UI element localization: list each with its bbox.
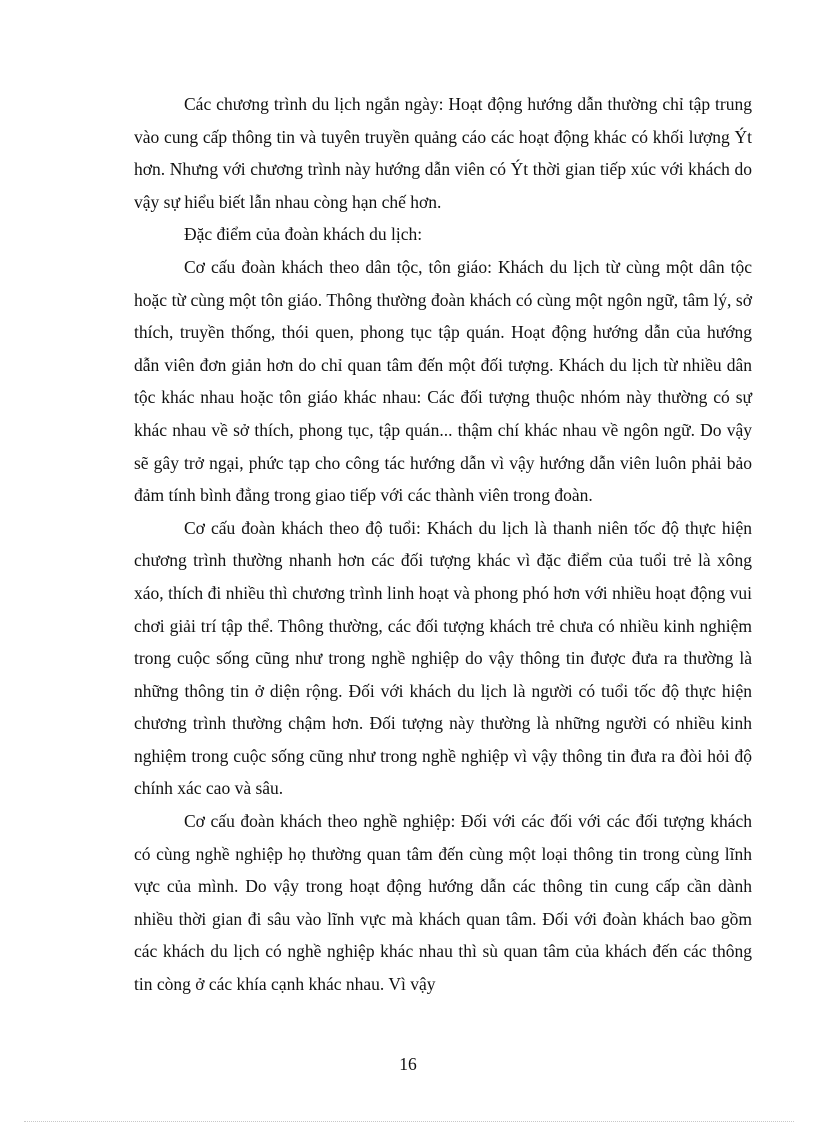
paragraph-age: Cơ cấu đoàn khách theo độ tuổi: Khách du lịch là thanh niên tốc độ thực hiện chương trình thường nhanh hơn các đối tượng khác vì đặc điểm của tuổi trẻ là xông xáo, thích đi nhiều thì chương trình linh hoạt và phong phó hơn với nhiều hoạt động vui chơi giải trí tập thể. Thông thường, các đối tượng khách trẻ chưa có nhiều kinh nghiệm trong cuộc sống cũng như trong nghề nghiệp do vậy thông tin được đưa ra thường là những thông tin ở diện rộng. Đối với khách du lịch là người có tuổi tốc độ thực hiện chương trình thường chậm hơn. Đối tượng này thường là những người có nhiều kinh nghiệm trong cuộc sống cũng như trong nghề nghiệp vì vậy thông tin đưa ra đòi hỏi độ chính xác cao và sâu. bbox=[134, 517, 752, 799]
paragraph-group-characteristics-heading: Đặc điểm của đoàn khách du lịch: bbox=[184, 224, 423, 245]
paragraph-ethnicity-religion: Cơ cấu đoàn khách theo dân tộc, tôn giáo: Khách du lịch từ cùng một dân tộc hoặc từ cùng một tôn giáo. Thông thường đoàn khách có cùng một ngôn ngữ, tâm lý, sở thích, truyền thống, thói quen, phong tục tập quán. Hoạt động hướng dẫn của hướng dẫn viên đơn giản hơn do chỉ quan tâm đến một đối tượng. Khách du lịch từ nhiều dân tộc khác nhau hoặc tôn giáo khác nhau: Các đối tượng thuộc nhóm này thường có sự khác nhau về sở thích, phong tục, tập quán... thậm chí khác nhau về ngôn ngữ. Do vậy sẽ gây trở ngại, phức tạp cho công tác hướng dẫn vì vậy hướng dẫn viên luôn phải bảo đảm tính bình đẳng trong giao tiếp với các thành viên trong đoàn. bbox=[134, 256, 752, 506]
page-number: 16 bbox=[399, 1054, 417, 1074]
paragraph-short-tours: Các chương trình du lịch ngắn ngày: Hoạt động hướng dẫn thường chỉ tập trung vào cung cấp thông tin và tuyên truyền quảng cáo các hoạt động khác có khối lượng Ýt hơn. Nhưng với chương trình này hướng dẫn viên có Ýt thời gian tiếp xúc với khách do vậy sự hiểu biết lẫn nhau còng hạn chế hơn. bbox=[134, 94, 752, 212]
body-text bbox=[134, 88, 752, 1001]
paragraph-occupation: Cơ cấu đoàn khách theo nghề nghiệp: Đối với các đối với các đối tượng khách có cùng nghề nghiệp họ thường quan tâm đến cùng một loại thông tin trong cùng lĩnh vực của mình. Do vậy trong hoạt động hướng dẫn các thông tin cung cấp cần dành nhiều thời gian đi sâu vào lĩnh vực mà khách quan tâm. Đối với đoàn khách bao gồm các khách du lịch có nghề nghiệp khác nhau thì sù quan tâm của khách đến các thông tin còng ở các khía cạnh khác nhau. Vì vậy bbox=[134, 811, 752, 995]
bottom-divider bbox=[24, 1121, 794, 1122]
